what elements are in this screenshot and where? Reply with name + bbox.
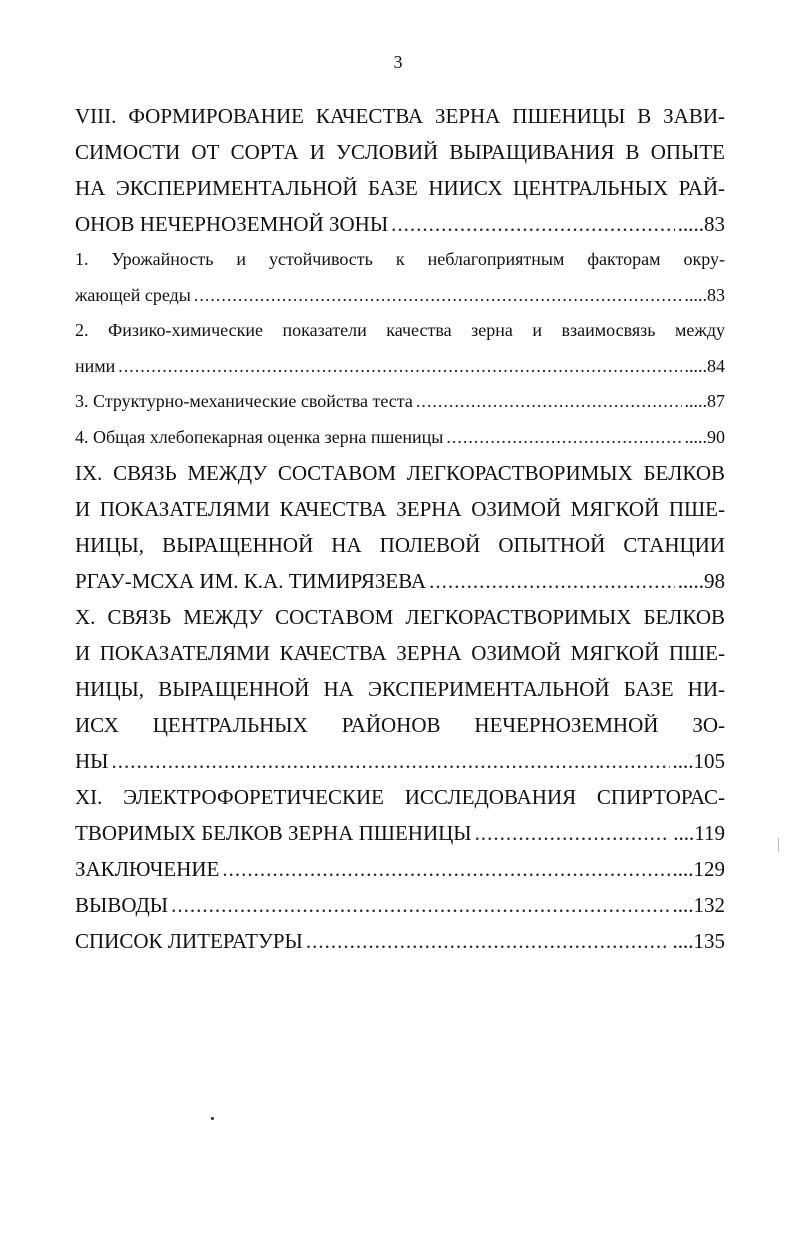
dot-leader: [429, 563, 675, 599]
page-number: 3: [393, 52, 403, 72]
toc-page-number: ....135: [672, 929, 725, 953]
dot-leader: [446, 420, 681, 456]
dot-leader: [475, 815, 671, 851]
toc-section-8-line-2: СИМОСТИ ОТ СОРТА И УСЛОВИЙ ВЫРАЩИВАНИЯ В ОПЫТЕ: [75, 140, 725, 164]
toc-subsection-8-1-line-2: [75, 278, 725, 314]
toc-page-number: ....105: [672, 749, 725, 773]
toc-references: [75, 923, 725, 959]
toc-entry-title: жающей среды: [75, 284, 191, 305]
scan-speck: [211, 1117, 214, 1120]
scan-margin-mark: [778, 838, 779, 852]
toc-section-10-line-3: НИЦЫ, ВЫРАЩЕННОЙ НА ЭКСПЕРИМЕНТАЛЬНОЙ БАЗЕ НИ-: [75, 677, 725, 701]
toc-page-number: ....119: [673, 821, 725, 845]
toc-entry-title: РГАУ-МСХА ИМ. К.А. ТИМИРЯЗЕВА: [75, 569, 427, 593]
toc-subsection-8-4: [75, 420, 725, 456]
toc-section-10-line-5: [75, 743, 725, 779]
toc-page-number: .....90: [684, 426, 725, 447]
toc-subsection-8-1-line-1: 1. Урожайность и устойчивость к неблагоприятным факторам окру-: [75, 249, 725, 269]
toc-section-9-line-2: И ПОКАЗАТЕЛЯМИ КАЧЕСТВА ЗЕРНА ОЗИМОЙ МЯГКОЙ ПШЕ-: [75, 497, 725, 521]
toc-page-number: .....83: [677, 212, 725, 236]
dot-leader: [194, 278, 682, 314]
toc-section-8-line-4: [75, 206, 725, 242]
toc-section-8-line-1: VIII. ФОРМИРОВАНИЕ КАЧЕСТВА ЗЕРНА ПШЕНИЦЫ В ЗАВИ-: [75, 104, 725, 128]
toc-section-8-line-3: НА ЭКСПЕРИМЕНТАЛЬНОЙ БАЗЕ НИИСХ ЦЕНТРАЛЬНЫХ РАЙ-: [75, 176, 725, 200]
toc-page-number: .....87: [684, 391, 725, 411]
dot-leader: [306, 923, 670, 959]
dot-leader: [222, 851, 669, 887]
toc-entry-title: ВЫВОДЫ: [75, 893, 169, 917]
toc-entry-title: ТВОРИМЫХ БЕЛКОВ ЗЕРНА ПШЕНИЦЫ: [75, 821, 472, 845]
toc-section-9-line-3: НИЦЫ, ВЫРАЩЕННОЙ НА ПОЛЕВОЙ ОПЫТНОЙ СТАНЦИИ: [75, 533, 725, 557]
toc-entry-title: 3. Структурно-механические свойства теста: [75, 391, 413, 411]
toc-section-9-line-4: [75, 563, 725, 599]
toc-entry-title: ними: [75, 355, 116, 376]
toc-page-number: ....132: [672, 893, 725, 917]
toc-section-10-line-4: ИСХ ЦЕНТРАЛЬНЫХ РАЙОНОВ НЕЧЕРНОЗЕМНОЙ ЗО-: [75, 713, 725, 737]
dot-leader: [171, 887, 669, 923]
dot-leader: [111, 743, 669, 779]
toc-page-number: .....98: [677, 569, 725, 593]
dot-leader: [416, 384, 682, 420]
toc-findings: [75, 887, 725, 923]
toc-page-number: .....84: [684, 355, 725, 376]
toc-conclusion: [75, 851, 725, 887]
toc-section-9-line-1: IX. СВЯЗЬ МЕЖДУ СОСТАВОМ ЛЕГКОРАСТВОРИМЫХ БЕЛКОВ: [75, 461, 725, 485]
toc-section-10-line-1: X. СВЯЗЬ МЕЖДУ СОСТАВОМ ЛЕГКОРАСТВОРИМЫХ БЕЛКОВ: [75, 605, 725, 629]
table-of-contents: [75, 98, 725, 959]
toc-page-number: .....83: [684, 284, 725, 305]
toc-subsection-8-2-line-2: [75, 349, 725, 385]
toc-section-11-line-2: [75, 815, 725, 851]
toc-entry-title: ОНОВ НЕЧЕРНОЗЕМНОЙ ЗОНЫ: [75, 212, 389, 236]
dot-leader: [118, 349, 681, 385]
toc-section-10-line-2: И ПОКАЗАТЕЛЯМИ КАЧЕСТВА ЗЕРНА ОЗИМОЙ МЯГКОЙ ПШЕ-: [75, 641, 725, 665]
toc-subsection-8-2-line-1: 2. Физико-химические показатели качества зерна и взаимосвязь между: [75, 320, 725, 340]
toc-subsection-8-3: [75, 384, 725, 420]
toc-entry-title: 4. Общая хлебопекарная оценка зерна пшеницы: [75, 426, 444, 447]
toc-entry-title: СПИСОК ЛИТЕРАТУРЫ: [75, 929, 303, 953]
toc-entry-title: НЫ: [75, 749, 109, 773]
dot-leader: [391, 206, 675, 242]
toc-section-11-line-1: XI. ЭЛЕКТРОФОРЕТИЧЕСКИЕ ИССЛЕДОВАНИЯ СПИРТОРАС-: [75, 785, 725, 809]
toc-entry-title: ЗАКЛЮЧЕНИЕ: [75, 857, 220, 881]
toc-page-number: ....129: [672, 857, 725, 881]
